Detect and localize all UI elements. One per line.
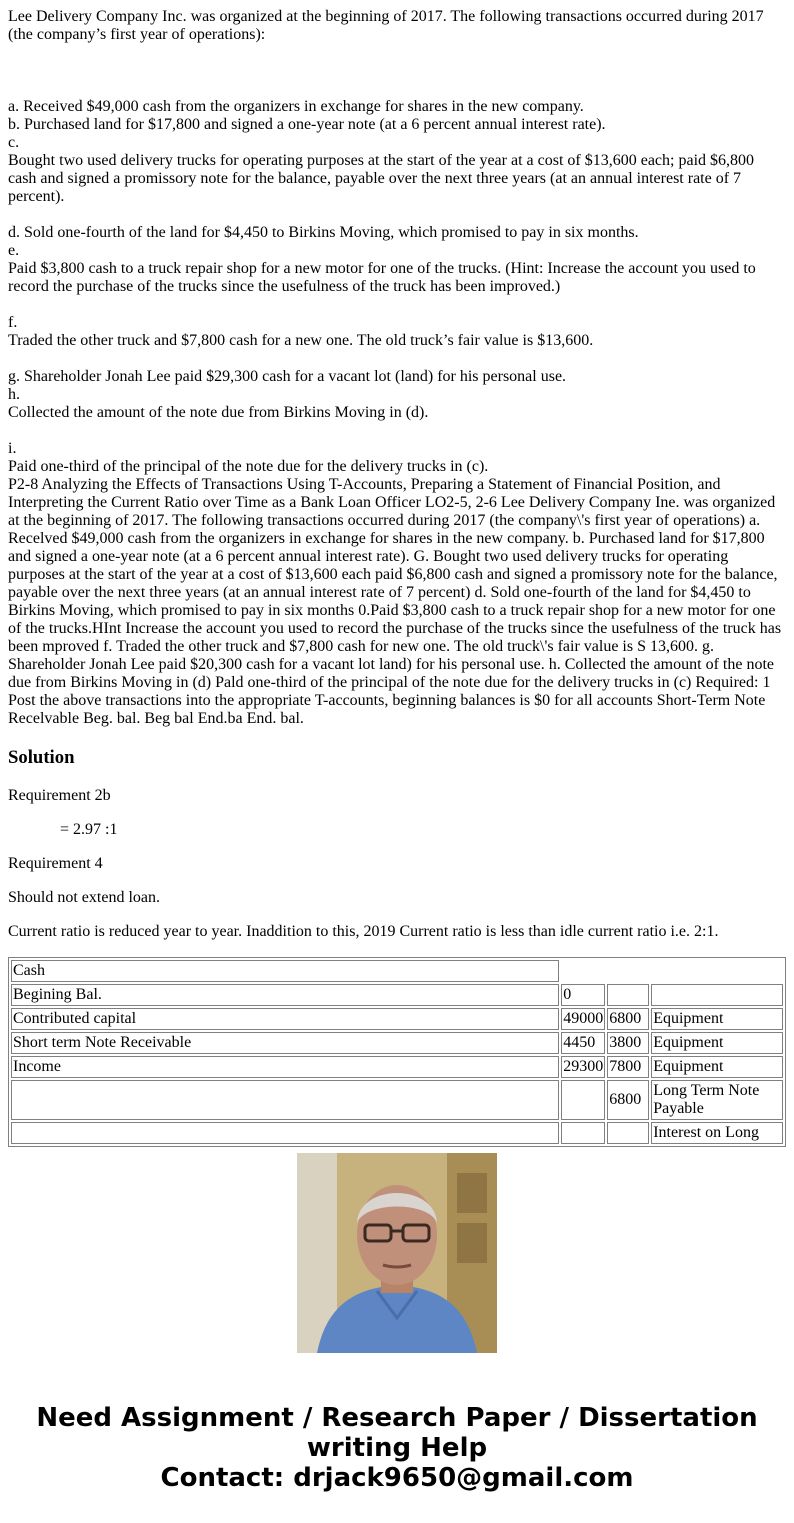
spacer bbox=[8, 422, 786, 440]
table-title-cell: Cash bbox=[11, 960, 559, 982]
table-row bbox=[11, 1008, 783, 1030]
transaction-c-label: c. bbox=[8, 134, 20, 151]
row-account: Equipment bbox=[651, 1056, 783, 1078]
requirement-2b-label: Requirement 2b bbox=[8, 787, 111, 804]
transaction-f: Traded the other truck and $7,800 cash for a new one. The old truck’s fair value is $13,600. bbox=[8, 332, 594, 349]
row-account: Interest on Long bbox=[651, 1122, 783, 1144]
transaction-h-label: h. bbox=[8, 386, 20, 403]
row-name: Contributed capital bbox=[11, 1008, 559, 1030]
row-account bbox=[651, 984, 783, 1006]
row-debit: 4450 bbox=[561, 1032, 605, 1054]
solution-heading: Solution bbox=[8, 747, 75, 768]
row-debit: 0 bbox=[561, 984, 605, 1006]
transaction-b: b. Purchased land for $17,800 and signed a one-year note (at a 6 percent annual interest rate). bbox=[8, 116, 606, 133]
row-debit bbox=[561, 1080, 605, 1120]
promo-line-1: Need Assignment / Research Paper / Dissertation bbox=[36, 1403, 758, 1433]
transaction-f-label: f. bbox=[8, 314, 18, 331]
cash-t-account-table bbox=[8, 957, 786, 1147]
cash-t-account-clip bbox=[8, 957, 786, 1141]
tutor-portrait-icon bbox=[297, 1153, 497, 1353]
row-name bbox=[11, 1122, 559, 1144]
document bbox=[8, 8, 786, 1141]
row-credit: 3800 bbox=[607, 1032, 649, 1054]
transaction-i: Paid one-third of the principal of the note due for the delivery trucks in (c). bbox=[8, 458, 489, 475]
row-name: Begining Bal. bbox=[11, 984, 559, 1006]
table-row bbox=[11, 1122, 783, 1144]
row-credit: 7800 bbox=[607, 1056, 649, 1078]
table-header-row bbox=[11, 960, 783, 982]
row-credit bbox=[607, 984, 649, 1006]
row-credit: 6800 bbox=[607, 1080, 649, 1120]
row-debit: 49000 bbox=[561, 1008, 605, 1030]
row-account: Equipment bbox=[651, 1032, 783, 1054]
requirement-2b-value: = 2.97 :1 bbox=[60, 821, 118, 838]
table-row bbox=[11, 984, 783, 1006]
transaction-h: Collected the amount of the note due from Birkins Moving in (d). bbox=[8, 404, 429, 421]
transaction-c: Bought two used delivery trucks for operating purposes at the start of the year at a cost of $13,600 each; paid $6,800 cash and signed a promissory note for the balance, payable over the next three years (at an annual interest rate of 7 percent). bbox=[8, 152, 759, 205]
transaction-g: g. Shareholder Jonah Lee paid $29,300 cash for a vacant lot (land) for his personal use. bbox=[8, 368, 567, 385]
row-account: Equipment bbox=[651, 1008, 783, 1030]
table-row bbox=[11, 1032, 783, 1054]
row-name bbox=[11, 1080, 559, 1120]
transaction-e: Paid $3,800 cash to a truck repair shop for a new motor for one of the trucks. (Hint: Increase the account you used to record the purchase of the trucks since the usefulness of the truck has been improved.) bbox=[8, 260, 760, 295]
transaction-a: a. Received $49,000 cash from the organizers in exchange for shares in the new company. bbox=[8, 98, 584, 115]
promo-contact[interactable]: Contact: drjack9650@gmail.com bbox=[160, 1463, 634, 1493]
transaction-i-label: i. bbox=[8, 440, 17, 457]
spacer bbox=[8, 206, 786, 224]
tutor-avatar bbox=[297, 1153, 497, 1353]
current-ratio-explanation: Current ratio is reduced year to year. Inaddition to this, 2019 Current ratio is less than idle current ratio i.e. 2:1. bbox=[8, 923, 719, 940]
row-account: Long Term Note Payable bbox=[651, 1080, 783, 1120]
promo-line-2: writing Help bbox=[306, 1433, 488, 1463]
ocr-problem-text: P2-8 Analyzing the Effects of Transactions Using T-Accounts, Preparing a Statement of Financial Position, and Interpreting the Current Ratio over Time as a Bank Loan Officer LO2-5, 2-6 Lee Delivery Company Ine. was organized at the beginning of 2017. The following transactions occurred during 2017 (the company\'s first year of operations) a. Recelved $49,000 cash from the organizers in exchange for shares in the new company. b. Purchased land for $17,800 and signed a one-year note (at a 6 percent annual interest rate). G. Bought two used delivery trucks for operating purposes at the start of the year at a cost of $13,600 each paid $6,800 cash and signed a promissory note for the balance, payable over the next three years (at an annual interest rate of 7 percent) d. Sold one-fourth of the land for $4,450 to Birkins Moving, which promised to pay in six months 0.Paid $3,800 cash to a truck repair shop for a new motor for one of the trucks.HInt Increase the account you used to record the purchase of the trucks since the usefulness of the truck has been mproved f. Traded the other truck and $7,800 cash for new one. The old truck\'s fair value is S 13,600. g. Shareholder Jonah Lee paid $20,300 cash for a vacant lot land) for his personal use. h. Collected the amount of the note due from Birkins Moving in (d) Pald one-third of the principal of the note due for the delivery trucks in (c) Required: 1 Post the above transactions into the appropriate T-accounts, beginning balances is $0 for all accounts Short-Term Note Recelvable Beg. bal. Beg bal End.ba End. bal. bbox=[8, 476, 786, 727]
promo-banner bbox=[0, 1403, 794, 1493]
spacer bbox=[8, 44, 786, 80]
loan-decision: Should not extend loan. bbox=[8, 889, 160, 906]
table-row bbox=[11, 1056, 783, 1078]
transaction-e-label: e. bbox=[8, 242, 20, 259]
row-debit: 29300 bbox=[561, 1056, 605, 1078]
row-credit bbox=[607, 1122, 649, 1144]
spacer bbox=[8, 80, 786, 98]
row-debit bbox=[561, 1122, 605, 1144]
transaction-d: d. Sold one-fourth of the land for $4,450 to Birkins Moving, which promised to pay in six months. bbox=[8, 224, 639, 241]
row-name: Short term Note Receivable bbox=[11, 1032, 559, 1054]
intro-text: Lee Delivery Company Inc. was organized at the beginning of 2017. The following transactions occurred during 2017 (the company’s first year of operations): bbox=[8, 8, 768, 43]
row-name: Income bbox=[11, 1056, 559, 1078]
spacer bbox=[8, 350, 786, 368]
spacer bbox=[8, 296, 786, 314]
requirement-4-label: Requirement 4 bbox=[8, 855, 103, 872]
table-row bbox=[11, 1080, 783, 1120]
row-credit: 6800 bbox=[607, 1008, 649, 1030]
